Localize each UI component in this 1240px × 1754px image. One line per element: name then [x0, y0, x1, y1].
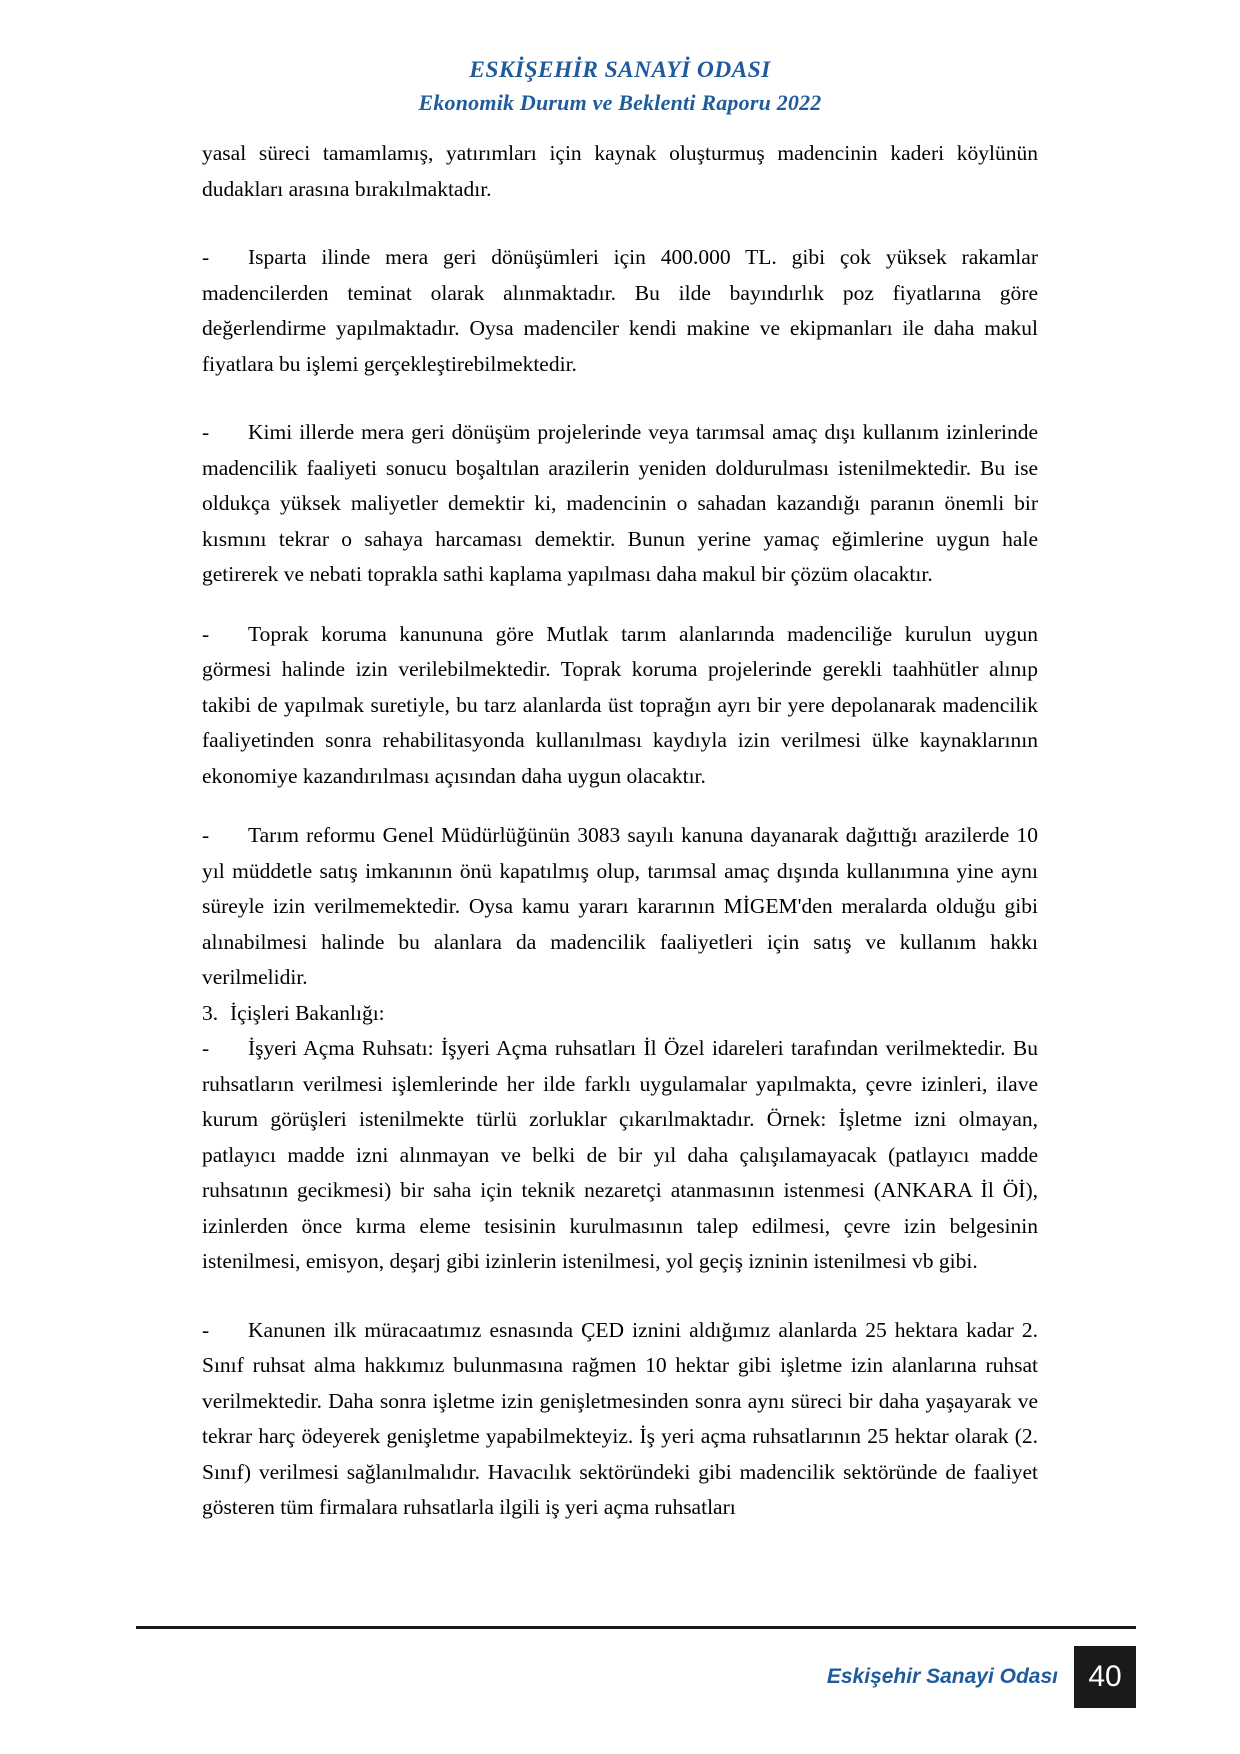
- paragraph-toprak-koruma: [202, 617, 1038, 795]
- paragraph-kimi-illerde: [202, 415, 1038, 593]
- document-footer: [0, 1604, 1240, 1754]
- paragraph-text: Kimi illerde mera geri dönüşüm projelerinde veya tarımsal amaç dışı kullanım izinlerinde madencilik faaliyeti sonucu boşaltılan arazilerin yeniden doldurulması istenilmektedir. Bu ise oldukça yüksek maliyetler demektir ki, madencinin o sahadan kazandığı paranın önemli bir kısmını tekrar o sahaya harcaması demektir. Bunun yerine yamaç eğimlerine uygun hale getirerek ve nebati toprakla sathi kaplama yapılması daha makul bir çözüm olacaktır.: [202, 420, 1038, 587]
- paragraph-tarim-reformu: [202, 818, 1038, 996]
- footer-divider: [136, 1626, 1136, 1629]
- header-report-title: Ekonomik Durum ve Beklenti Raporu 2022: [418, 90, 822, 116]
- paragraph-text: İşyeri Açma Ruhsatı: İşyeri Açma ruhsatları İl Özel idareleri tarafından verilmektedir. Bu ruhsatların verilmesi işlemlerinde her ilde farklı uygulamalar yapılmakta, çevre izinleri, ilave kurum görüşleri istenilmekte türlü zorluklar çıkarılmaktadır. Örnek: İşletme izni olmayan, patlayıcı madde izni alınmayan ve belki de bir yıl daha çalışılamayacak (patlayıcı madde ruhsatının gecikmesi) bir saha için teknik nezaretçi atanmasının istenmesi (ANKARA İl Öİ), izinlerden önce kırma eleme tesisinin kurulmasının talep edilmesi, çevre izin belgesinin istenilmesi, emisyon, deşarj gibi izinlerin istenilmesi, yol geçiş izninin istenilmesi vb gibi.: [202, 1036, 1038, 1274]
- section-heading-icisleri-bakanligi: [202, 996, 1038, 1032]
- dash-bullet: -: [202, 1036, 210, 1061]
- document-body: [202, 118, 1038, 1526]
- dash-bullet: -: [202, 621, 210, 646]
- section-number: 3.: [202, 1000, 219, 1025]
- dash-bullet: -: [202, 420, 210, 445]
- paragraph-text: Kanunen ilk müracaatımız esnasında ÇED iznini aldığımız alanlarda 25 hektara kadar 2. Sınıf ruhsat alma hakkımız bulunmasına rağmen 10 hektar gibi işletme izin alanlarına ruhsat verilmektedir. Daha sonra işletme izin genişletmesinden sonra aynı süreci bir daha yaşayarak ve tekrar harç ödeyerek genişletme yapabilmekteyiz. İş yeri açma ruhsatlarının 25 hektar olarak (2. Sınıf) verilmesi sağlanılmalıdır. Havacılık sektöründeki gibi madencilik sektöründe de faaliyet gösteren tüm firmalara ruhsatlarla ilgili iş yeri açma ruhsatları: [202, 1317, 1038, 1520]
- document-header: [0, 0, 1240, 118]
- dash-bullet: -: [202, 823, 210, 848]
- paragraph-isyeri-acma-ruhsati: [202, 1031, 1038, 1280]
- paragraph-kanunen-ilk-muracaat: [202, 1313, 1038, 1526]
- header-organization: ESKİŞEHİR SANAYİ ODASI: [469, 57, 771, 83]
- paragraph-text: Isparta ilinde mera geri dönüşümleri için 400.000 TL. gibi çok yüksek rakamlar madencilerden teminat olarak alınmaktadır. Bu ilde bayındırlık poz fiyatlarına göre değerlendirme yapılmaktadır. Oysa madenciler kendi makine ve ekipmanları ile daha makul fiyatlara bu işlemi gerçekleştirebilmektedir.: [202, 245, 1038, 376]
- paragraph-text: Tarım reformu Genel Müdürlüğünün 3083 sayılı kanuna dayanarak dağıttığı arazilerde 10 yıl müddetle satış imkanının önü kapatılmış olup, tarımsal amaç dışında kullanımına yine aynı süreyle izin verilmemektedir. Oysa kamu yararı kararının MİGEM'den meralarda olduğu gibi alınabilmesi halinde bu alanlara da madencilik faaliyetleri için satış ve kullanım hakkı verilmelidir.: [202, 823, 1038, 990]
- page-number-badge: 40: [1074, 1646, 1136, 1708]
- dash-bullet: -: [202, 245, 210, 270]
- paragraph-isparta: [202, 240, 1038, 382]
- footer-organization-label: Eskişehir Sanayi Odası: [826, 1665, 1058, 1688]
- dash-bullet: -: [202, 1317, 210, 1342]
- footer-content: [827, 1646, 1136, 1708]
- section-title: İçişleri Bakanlığı:: [230, 1000, 385, 1025]
- paragraph-intro-continuation: [202, 136, 1038, 207]
- paragraph-text: yasal süreci tamamlamış, yatırımları için kaynak oluşturmuş madencinin kaderi köylünün dudakları arasına bırakılmaktadır.: [202, 141, 1038, 201]
- paragraph-text: Toprak koruma kanununa göre Mutlak tarım alanlarında madenciliğe kurulun uygun görmesi halinde izin verilebilmektedir. Toprak koruma projelerinde gerekli taahhütler alınıp takibi de yapılmak suretiyle, bu tarz alanlarda üst toprağın ayrı bir yere depolanarak madencilik faaliyetinden sonra rehabilitasyonda kullanılması kaydıyla izin verilmesi ülke kaynaklarının ekonomiye kazandırılması açısından daha uygun olacaktır.: [202, 621, 1038, 788]
